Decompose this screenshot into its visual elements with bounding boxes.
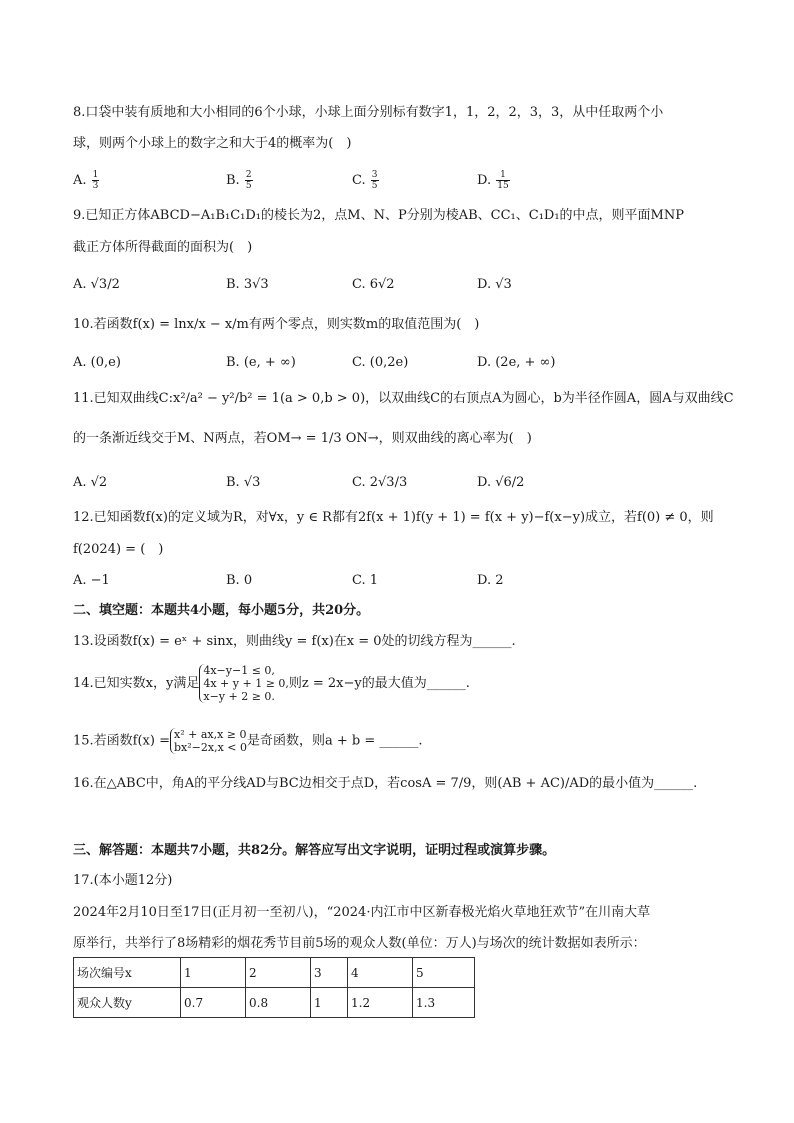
q15-suffix: 是奇函数，则a + b = ______. bbox=[246, 733, 423, 749]
q9-line1: 9.已知正方体ABCD−A₁B₁C₁D₁的棱长为2，点M、N、P分别为棱AB、CC₁、C₁D₁的中点，则平面MNP bbox=[73, 208, 684, 223]
q12-option-a: A. −1 bbox=[73, 573, 110, 588]
q8-options bbox=[73, 170, 723, 192]
q9-option-d: D. √3 bbox=[477, 277, 512, 292]
q9-line2: 截正方体所得截面的面积为( ) bbox=[73, 240, 253, 255]
q11-options bbox=[73, 472, 723, 494]
q9-options bbox=[73, 274, 723, 296]
table-cell: 1 bbox=[181, 958, 246, 988]
table-cell: 0.8 bbox=[246, 988, 311, 1018]
q14 bbox=[73, 664, 470, 703]
table-cell: 1.2 bbox=[348, 988, 413, 1018]
section-2-heading: 二、填空题：本题共4小题，每小题5分，共20分。 bbox=[73, 603, 370, 618]
q16-text: 16.在△ABC中，角A的平分线AD与BC边相交于点D，若cosA = 7/9，则(AB + AC)/AD的最小值为______. bbox=[73, 776, 698, 791]
table-cell: 0.7 bbox=[181, 988, 246, 1018]
table-cell: 1.3 bbox=[413, 988, 475, 1018]
table-row bbox=[74, 988, 475, 1018]
q10-option-b: B. (e, + ∞) bbox=[226, 355, 296, 370]
q10-option-c: C. (0,2e) bbox=[352, 355, 409, 370]
q9-option-c: C. 6√2 bbox=[352, 277, 395, 292]
section-3-heading: 三、解答题：本题共7小题，共82分。解答应写出文字说明，证明过程或演算步骤。 bbox=[73, 843, 556, 858]
q14-system bbox=[199, 664, 289, 703]
q12-option-d: D. 2 bbox=[477, 573, 504, 588]
table-cell: 4 bbox=[348, 958, 413, 988]
q8-option-b: B. $\frac{2}{5}$ bbox=[226, 170, 252, 191]
q17-table bbox=[73, 957, 475, 1018]
q12-option-c: C. 1 bbox=[352, 573, 379, 588]
q12-option-b: B. 0 bbox=[226, 573, 253, 588]
q11-option-b: B. √3 bbox=[226, 475, 261, 490]
q13-text: 13.设函数f(x) = eˣ + sinx，则曲线y = f(x)在x = 0处的切线方程为______. bbox=[73, 634, 516, 649]
q14-prefix: 14.已知实数x，y满足 bbox=[73, 676, 200, 691]
q14-cond-2: 4x + y + 1 ≥ 0, bbox=[203, 677, 289, 690]
q15-case-1: x² + ax,x ≥ 0 bbox=[174, 728, 247, 741]
q8-option-a: A. $\frac{1}{3}$ bbox=[73, 170, 99, 191]
q9-option-a: A. √3/2 bbox=[73, 277, 120, 292]
table-cell: 1 bbox=[311, 988, 348, 1018]
table-header-cell: 观众人数y bbox=[74, 988, 181, 1018]
q15-system bbox=[170, 728, 247, 754]
table-cell: 3 bbox=[311, 958, 348, 988]
q15-prefix: 15.若函数f(x) = bbox=[73, 733, 170, 749]
table-cell: 2 bbox=[246, 958, 311, 988]
q11-option-d: D. √6/2 bbox=[477, 475, 525, 490]
q11-line1: 11.已知双曲线C:x²/a² − y²/b² = 1(a > 0,b > 0)，以双曲线C的右顶点A为圆心，b为半径作圆A，圆A与双曲线C bbox=[73, 391, 734, 406]
q17-line2: 原举行，共举行了8场精彩的烟花秀节目前5场的观众人数(单位：万人)与场次的统计数据如表所示： bbox=[73, 936, 646, 951]
q9-option-b: B. 3√3 bbox=[226, 277, 269, 292]
q11-option-a: A. √2 bbox=[73, 475, 108, 490]
q17-line1: 2024年2月10日至17日(正月初一至初八)，“2024·内江市中区新春极光焰火草地狂欢节”在川南大草 bbox=[73, 905, 651, 920]
q10-option-d: D. (2e, + ∞) bbox=[477, 355, 556, 370]
table-cell: 5 bbox=[413, 958, 475, 988]
q14-cond-1: 4x−y−1 ≤ 0, bbox=[203, 664, 275, 677]
table-row bbox=[74, 958, 475, 988]
q11-option-c: C. 2√3/3 bbox=[352, 475, 408, 490]
q8-line1: 8.口袋中装有质地和大小相同的6个小球，小球上面分别标有数字1，1，2，2，3，3，从中任取两个小 bbox=[73, 105, 664, 120]
q10-line1: 10.若函数f(x) = lnx/x − x/m有两个零点，则实数m的取值范围为( ) bbox=[73, 317, 480, 332]
q14-suffix: 则z = 2x−y的最大值为______. bbox=[288, 676, 470, 691]
table-header-cell: 场次编号x bbox=[74, 958, 181, 988]
q12-line2: f(2024) = ( ) bbox=[73, 542, 164, 557]
q15-case-2: bx²−2x,x < 0 bbox=[174, 741, 247, 754]
q11-line2: 的一条渐近线交于M、N两点，若OM→ = 1/3 ON→，则双曲线的离心率为( ) bbox=[73, 431, 532, 446]
q8-option-d: D. $\frac{1}{15}$ bbox=[477, 170, 509, 191]
q17-title: 17.(本小题12分) bbox=[73, 873, 173, 888]
q10-option-a: A. (0,e) bbox=[73, 355, 121, 370]
q12-options bbox=[73, 570, 723, 592]
q12-line1: 12.已知函数f(x)的定义域为R，对∀x，y ∈ R都有2f(x + 1)f(y + 1) = f(x + y)−f(x−y)成立，若f(0) ≠ 0，则 bbox=[73, 510, 714, 525]
q15 bbox=[73, 728, 423, 754]
q8-option-c: C. $\frac{3}{5}$ bbox=[352, 170, 378, 191]
q10-options bbox=[73, 352, 723, 374]
q14-cond-3: x−y + 2 ≥ 0. bbox=[203, 690, 275, 703]
q8-line2: 球，则两个小球上的数字之和大于4的概率为( ) bbox=[73, 136, 352, 151]
